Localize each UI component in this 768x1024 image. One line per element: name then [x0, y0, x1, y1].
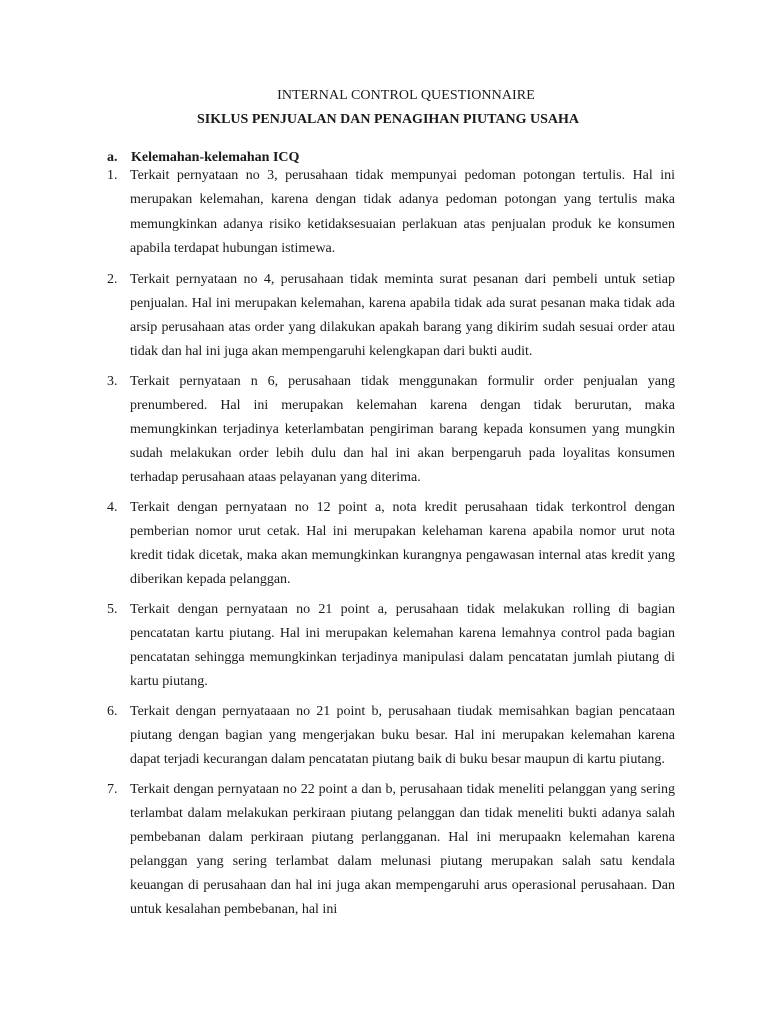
- item-text: Terkait dengan pernyataan no 12 point a, nota kredit perusahaan tidak terkontrol dengan pemberian nomor urut cetak. Hal ini merupakan kelehaman karena apabila nomor urut nota kredit tidak dicetak, maka akan memungkinkan kurangnya pengawasan internal atas kredit yang diberikan kepada pelanggan.: [130, 499, 675, 587]
- item-text: Terkait pernyataan no 4, perusahaan tidak meminta surat pesanan dari pembeli untuk setiap penjualan. Hal ini merupakan kelemahan, karena apabila tidak ada surat pesanan maka tidak ada arsip perusahaan atas order yang dilakukan apakah barang yang dikirim sudah sesuai order atau tidak dan hal ini juga akan mempengaruhi kelengkapan dari bukti audit.: [130, 271, 675, 359]
- document-subtitle: SIKLUS PENJUALAN DAN PENAGIHAN PIUTANG USAHA: [196, 112, 580, 127]
- section-marker: a.: [107, 150, 118, 165]
- item-number: 3.: [107, 373, 118, 389]
- list-item: [107, 268, 675, 364]
- list-item: [107, 496, 675, 592]
- item-number: 6.: [107, 703, 118, 719]
- item-number: 4.: [107, 499, 118, 515]
- list-item: [107, 598, 675, 694]
- section-heading-text: Kelemahan-kelemahan ICQ: [131, 150, 300, 165]
- weakness-list: [107, 164, 675, 928]
- item-number: 5.: [107, 601, 118, 617]
- list-item: [107, 778, 675, 922]
- item-number: 7.: [107, 781, 118, 797]
- item-text: Terkait pernyataan no 3, perusahaan tidak mempunyai pedoman potongan tertulis. Hal ini merupakan kelemahan, karena dengan tidak adanya pedoman potongan yang tertulis maka memungkinkan adanya risiko ketidaksesuaian perlakuan atas penjualan produk ke konsumen apabila terdapat hubungan istimewa.: [130, 168, 675, 257]
- item-text: Terkait dengan pernyataaan no 21 point b, perusahaan tiudak memisahkan bagian pencataan piutang dengan bagian yang mengerjakan buku besar. Hal ini merupakan kelemahan karena dapat terjadi kecurangan dalam pencatatan piutang baik di buku besar maupun di kartu piutang.: [130, 703, 675, 767]
- item-text: Terkait dengan pernyataan no 21 point a, perusahaan tidak melakukan rolling di bagian pencatatan kartu piutang. Hal ini merupakan kelemahan karena lemahnya control pada bagian pencatatan sehingga memungkinkan terjadinya manipulasi dalam pencatatan jumlah piutang di kartu piutang.: [130, 601, 675, 689]
- item-text: Terkait dengan pernyataan no 22 point a dan b, perusahaan tidak meneliti pelanggan yang sering terlambat dalam melakukan perkiraan piutang pelanggan dan tidak meneliti bukti adanya salah pembebanan dalam perkiraan piutang perlangganan. Hal ini merupaakn kelemahan karena pelanggan yang sering terlambat dalam melunasi piutang merupakan salah satu kendala keuangan di perusahaan dan hal ini juga akan mempengaruhi arus operasional perusahaan. Dan untuk kesalahan pembebanan, hal ini: [130, 781, 675, 917]
- list-item: [107, 700, 675, 772]
- document-title: INTERNAL CONTROL QUESTIONNAIRE: [277, 88, 535, 103]
- item-number: 2.: [107, 271, 118, 287]
- list-item: [107, 164, 675, 262]
- item-number: 1.: [107, 168, 118, 183]
- item-text: Terkait pernyataan n 6, perusahaan tidak menggunakan formulir order penjualan yang prenumbered. Hal ini merupakan kelemahan karena dengan tidak berurutan, maka memungkinkan terjadinya keterlambatan pengiriman barang kepada konsumen yang mungkin sudah melakukan order lebih dulu dan hal ini akan berpengaruh pada loyalitas konsumen terhadap perusahaan ataas pelayanan yang diterima.: [130, 373, 675, 485]
- list-item: [107, 370, 675, 490]
